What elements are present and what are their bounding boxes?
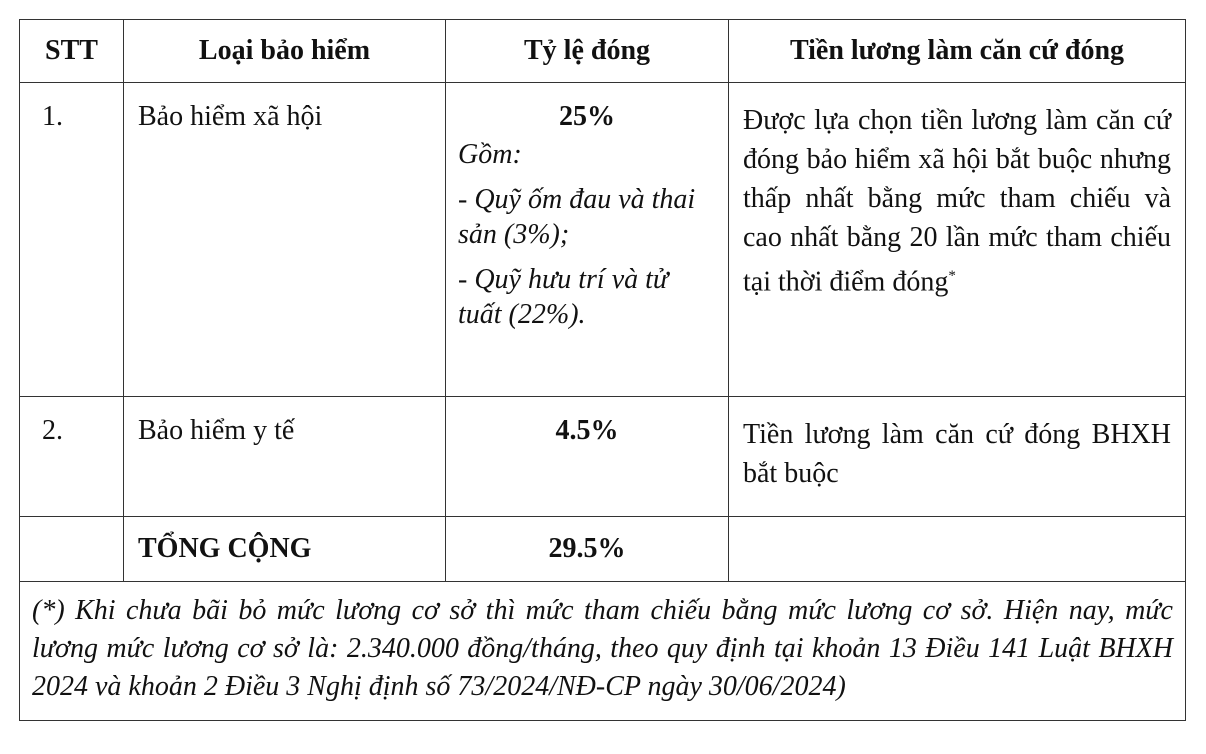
row-basis: Tiền lương làm căn cứ đóng BHXH bắt buộc [729, 397, 1186, 517]
row-type: Bảo hiểm y tế [124, 397, 446, 517]
rate-detail-sick-maternity: - Quỹ ốm đau và thai sản (3%); [458, 184, 696, 250]
footnote-row [20, 582, 1186, 721]
row-basis-cell [729, 83, 1186, 397]
row-stt: 2. [20, 397, 124, 517]
rate-detail-retirement: - Quỹ hưu trí và tử tuất (22%). [458, 264, 669, 330]
table-row [20, 397, 1186, 517]
total-stt-empty [20, 517, 124, 582]
row-rate-cell [446, 397, 729, 517]
total-label: TỔNG CỘNG [124, 517, 446, 582]
footnote-text: (*) Khi chưa bãi bỏ mức lương cơ sở thì mức tham chiếu bằng mức lương cơ sở. Hiện nay, mức lương mức lương cơ sở là: 2.340.000 đồng/tháng, theo quy định tại khoản 13 Điều 141 Luật BHXH 2024 và khoản 2 Điều 3 Nghị định số 73/2024/NĐ-CP ngày 30/06/2024) [20, 582, 1186, 721]
footnote-mark: * [948, 268, 956, 284]
row-rate-cell [446, 83, 729, 397]
row-basis: Được lựa chọn tiền lương làm căn cứ đóng bảo hiểm xã hội bắt buộc nhưng thấp nhất bằng mức tham chiếu và cao nhất bằng 20 lần mức tham chiếu tại thời điểm đóng [743, 105, 1171, 298]
header-row [20, 20, 1186, 83]
header-rate: Tỷ lệ đóng [446, 20, 729, 83]
total-row [20, 517, 1186, 582]
total-basis-empty [729, 517, 1186, 582]
row-type: Bảo hiểm xã hội [124, 83, 446, 397]
row-stt: 1. [20, 83, 124, 397]
total-rate: 29.5% [446, 517, 729, 582]
row-rate: 25% [559, 101, 615, 132]
insurance-table [19, 19, 1186, 721]
table-row [20, 83, 1186, 397]
rate-detail-intro: Gồm: [458, 139, 522, 170]
header-type: Loại bảo hiểm [124, 20, 446, 83]
row-rate: 4.5% [555, 415, 619, 446]
header-stt: STT [20, 20, 124, 83]
header-basis: Tiền lương làm căn cứ đóng [729, 20, 1186, 83]
